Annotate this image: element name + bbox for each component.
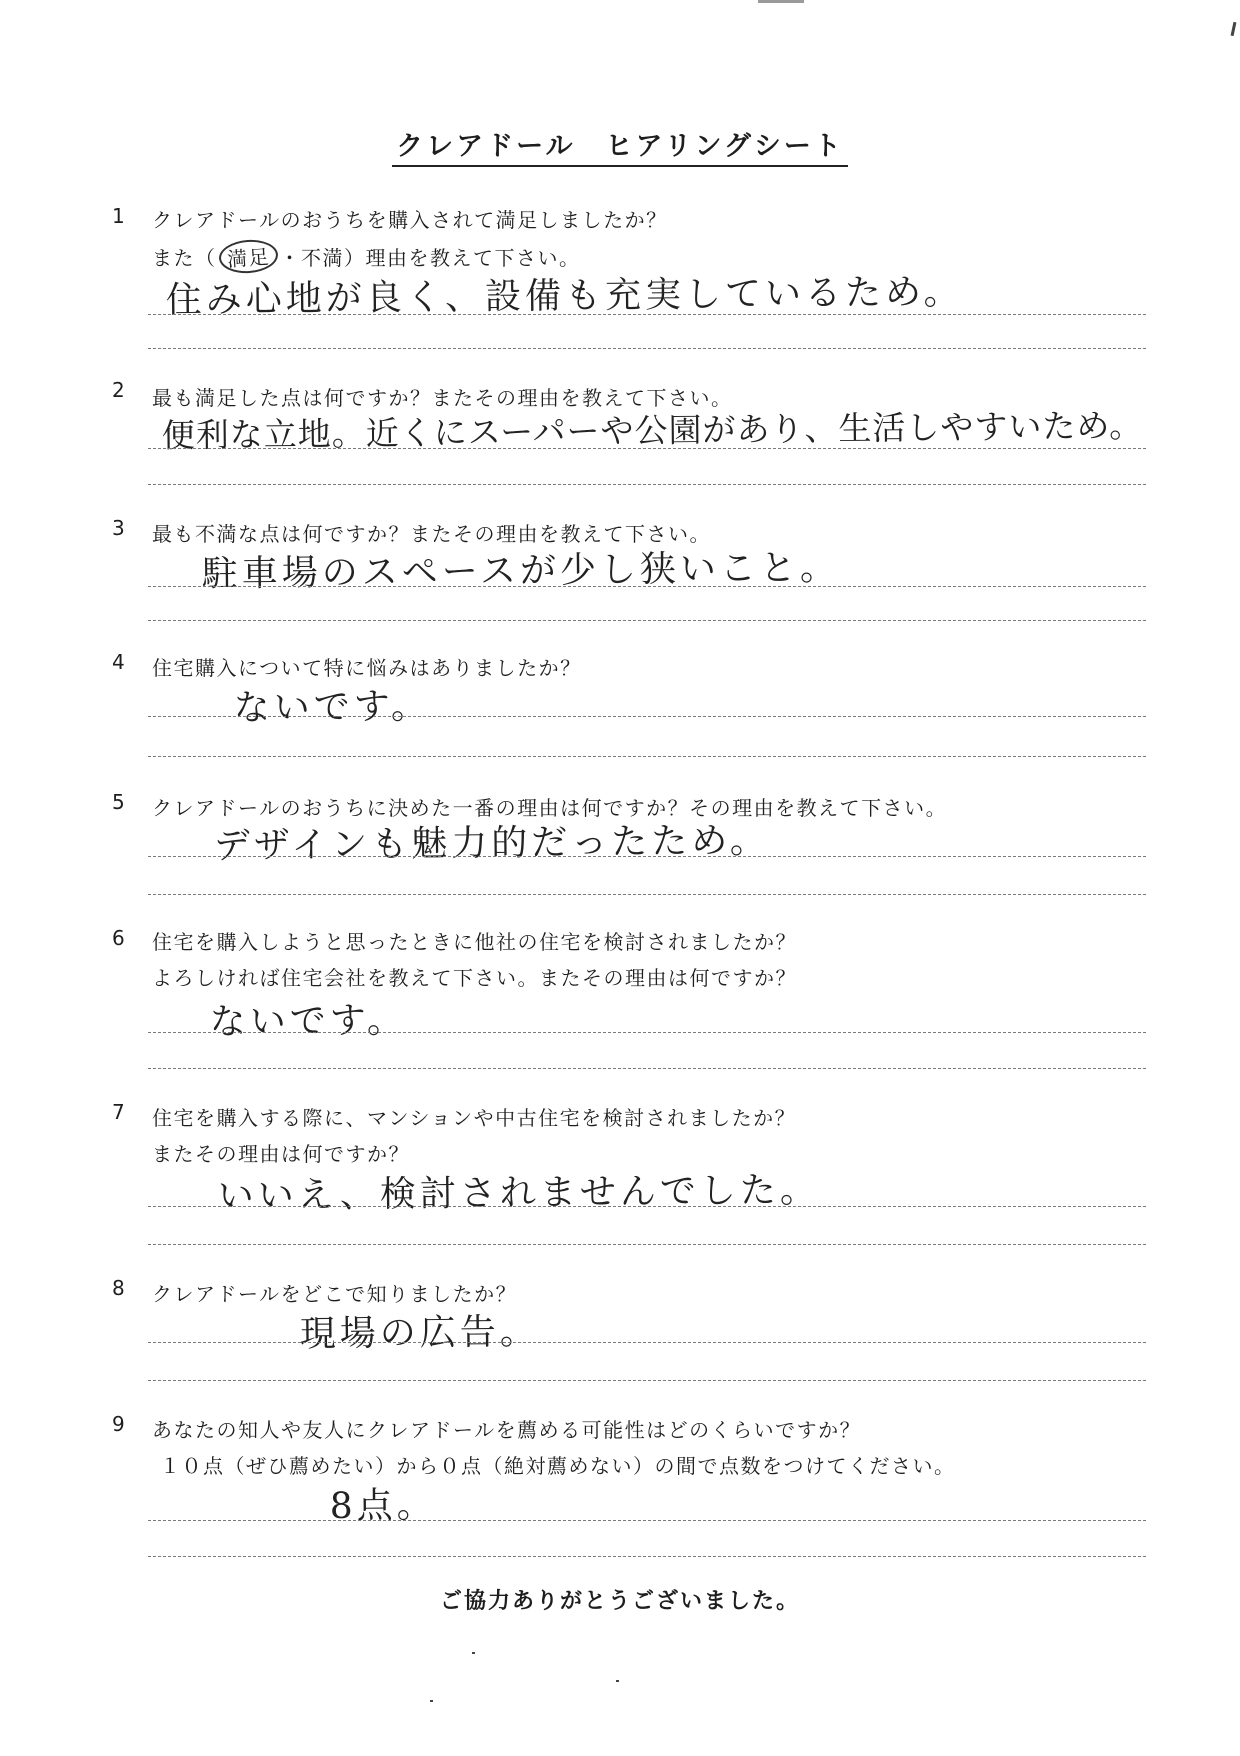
handwritten-answer: 8点。 (329, 1484, 437, 1528)
handwritten-answer: 住み心地が良く、設備も充実しているため。 (165, 271, 964, 322)
handwritten-answer: ないです。 (233, 685, 432, 730)
question-text: 最も不満な点は何ですか？またその理由を教えて下さい。 (152, 522, 711, 546)
question-number: 1 (112, 204, 125, 228)
question-number: 8 (112, 1276, 125, 1300)
choice-suffix: ）理由を教えて下さい。 (344, 246, 581, 270)
scan-mark (758, 0, 804, 3)
answer-line (148, 1068, 1146, 1069)
question-text: クレアドールのおうちに決めた一番の理由は何ですか？その理由を教えて下さい。 (152, 796, 948, 820)
answer-line (148, 348, 1146, 349)
answer-line (148, 1520, 1146, 1521)
question-text: 最も満足した点は何ですか？またその理由を教えて下さい。 (152, 386, 733, 410)
choice-prefix: また（ (152, 246, 217, 270)
answer-line (148, 620, 1146, 621)
question-number: 7 (112, 1100, 125, 1124)
handwritten-answer: 便利な立地。近くにスーパーや公園があり、生活しやすいため。 (161, 405, 1144, 456)
question-text: 住宅を購入しようと思ったときに他社の住宅を検討されましたか？ (152, 930, 797, 954)
answer-line (148, 1032, 1146, 1033)
answer-line (148, 1556, 1146, 1557)
handwritten-answer: ないです。 (209, 999, 408, 1044)
answer-line (148, 314, 1146, 315)
question-number: 2 (112, 378, 125, 402)
page-title (0, 124, 1240, 163)
handwritten-answer: 駐車場のスペースが少し狭いこと。 (201, 547, 841, 596)
answer-line (148, 1380, 1146, 1381)
question-text: 住宅購入について特に悩みはありましたか？ (152, 656, 582, 680)
answer-line (148, 756, 1146, 757)
answer-line (148, 448, 1146, 449)
question-number: 4 (112, 650, 125, 674)
choice-dissatisfied: 不満 (301, 246, 344, 270)
answer-line (148, 1244, 1146, 1245)
answer-line (148, 894, 1146, 895)
scan-speck (430, 1700, 433, 1702)
title-text: クレアドール ヒアリングシート (392, 131, 848, 167)
scan-speck (616, 1680, 619, 1682)
question-number: 5 (112, 790, 125, 814)
question-text: あなたの知人や友人にクレアドールを薦める可能性はどのくらいですか？ (152, 1418, 862, 1442)
question-text: クレアドールのおうちを購入されて満足しましたか？ (152, 208, 668, 232)
question-text: クレアドールをどこで知りましたか？ (152, 1282, 518, 1306)
answer-line (148, 1206, 1146, 1207)
answer-line (148, 484, 1146, 485)
answer-line (148, 1342, 1146, 1343)
choice-satisfied-circled: 満足 (217, 238, 278, 275)
question-text: よろしければ住宅会社を教えて下さい。またその理由は何ですか？ (152, 966, 797, 990)
scan-mark (1231, 22, 1237, 36)
handwritten-answer: 現場の広告。 (299, 1311, 540, 1356)
closing-thanks: ご協力ありがとうございました。 (439, 1589, 800, 1614)
handwritten-answer: デザインも魅力的だったため。 (213, 820, 770, 868)
question-text: 住宅を購入する際に、マンションや中古住宅を検討されましたか？ (152, 1106, 797, 1130)
question-number: 6 (112, 926, 125, 950)
answer-line (148, 716, 1146, 717)
question-number: 3 (112, 516, 125, 540)
answer-line (148, 856, 1146, 857)
handwritten-answer: いいえ、検討されませんでした。 (217, 1169, 821, 1218)
question-text: またその理由は何ですか？ (152, 1142, 410, 1166)
question-number: 9 (112, 1412, 125, 1436)
question-text: １０点（ぜひ薦めたい）から０点（絶対薦めない）の間で点数をつけてください。 (160, 1454, 956, 1478)
scan-speck (472, 1652, 475, 1654)
choice-separator: ・ (279, 246, 301, 270)
answer-line (148, 586, 1146, 587)
